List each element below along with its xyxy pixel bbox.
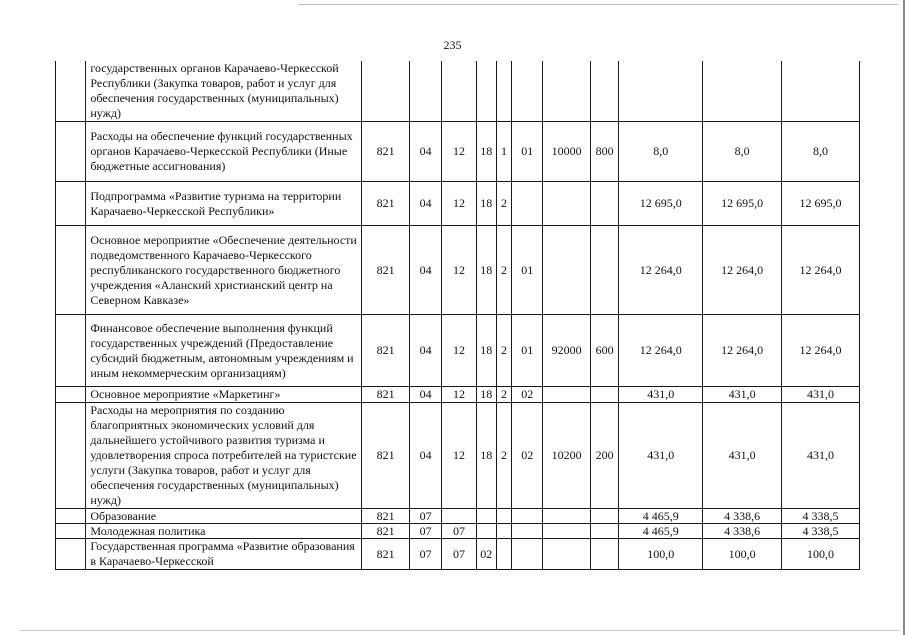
row-number-cell <box>56 509 86 524</box>
amount-cell: 12 695,0 <box>619 182 703 226</box>
code-cell: 2 <box>496 182 511 226</box>
table-row <box>56 403 860 509</box>
code-cell <box>442 61 476 122</box>
amount-cell: 4 465,9 <box>619 509 703 524</box>
code-cell <box>590 182 618 226</box>
code-cell <box>590 387 618 403</box>
code-cell: 04 <box>409 182 441 226</box>
code-cell <box>496 61 511 122</box>
code-cell <box>496 509 511 524</box>
table-row <box>56 539 860 570</box>
code-cell: 04 <box>409 122 441 182</box>
code-cell: 07 <box>442 539 476 570</box>
code-cell <box>543 524 591 539</box>
code-cell: 12 <box>442 315 476 387</box>
code-cell: 18 <box>476 226 496 315</box>
code-cell: 04 <box>409 403 441 509</box>
code-cell <box>543 182 591 226</box>
code-cell: 821 <box>362 524 410 539</box>
amount-cell: 100,0 <box>782 539 860 570</box>
amount-cell: 12 695,0 <box>703 182 782 226</box>
row-name-cell: Государственная программа «Развитие образования в Карачаево-Черкесской <box>86 539 362 570</box>
row-number-cell <box>56 61 86 122</box>
code-cell: 04 <box>409 226 441 315</box>
code-cell: 01 <box>512 315 543 387</box>
code-cell: 821 <box>362 315 410 387</box>
amount-cell <box>703 61 782 122</box>
code-cell: 92000 <box>543 315 591 387</box>
row-name-cell: Расходы на обеспечение функций государственных органов Карачаево-Черкесской Республики (Иные бюджетные ассигнования) <box>86 122 362 182</box>
amount-cell: 431,0 <box>782 403 860 509</box>
code-cell <box>409 61 441 122</box>
code-cell <box>590 61 618 122</box>
code-cell: 821 <box>362 539 410 570</box>
amount-cell: 12 264,0 <box>619 226 703 315</box>
code-cell <box>476 524 496 539</box>
table-row <box>56 509 860 524</box>
code-cell <box>496 539 511 570</box>
code-cell: 12 <box>442 387 476 403</box>
code-cell: 200 <box>590 403 618 509</box>
code-cell <box>543 61 591 122</box>
row-number-cell <box>56 387 86 403</box>
amount-cell: 12 264,0 <box>782 315 860 387</box>
code-cell <box>512 182 543 226</box>
row-name-cell: Подпрограмма «Развитие туризма на территории Карачаево-Черкесской Республики» <box>86 182 362 226</box>
row-number-cell <box>56 403 86 509</box>
scan-edge-top <box>298 4 898 5</box>
code-cell <box>590 226 618 315</box>
amount-cell: 12 264,0 <box>782 226 860 315</box>
amount-cell: 431,0 <box>619 403 703 509</box>
code-cell: 821 <box>362 403 410 509</box>
amount-cell: 100,0 <box>619 539 703 570</box>
row-number-cell <box>56 524 86 539</box>
code-cell: 18 <box>476 403 496 509</box>
row-number-cell <box>56 182 86 226</box>
amount-cell: 4 465,9 <box>619 524 703 539</box>
code-cell: 07 <box>442 524 476 539</box>
code-cell <box>476 61 496 122</box>
amount-cell: 8,0 <box>619 122 703 182</box>
code-cell: 1 <box>496 122 511 182</box>
code-cell: 01 <box>512 226 543 315</box>
amount-cell <box>619 61 703 122</box>
amount-cell: 4 338,6 <box>703 524 782 539</box>
code-cell: 04 <box>409 387 441 403</box>
table-row <box>56 182 860 226</box>
budget-table <box>55 61 860 570</box>
code-cell <box>512 539 543 570</box>
code-cell: 04 <box>409 315 441 387</box>
code-cell <box>512 524 543 539</box>
row-number-cell <box>56 539 86 570</box>
amount-cell: 431,0 <box>619 387 703 403</box>
code-cell: 12 <box>442 122 476 182</box>
code-cell <box>362 61 410 122</box>
amount-cell: 12 695,0 <box>782 182 860 226</box>
row-number-cell <box>56 122 86 182</box>
code-cell: 600 <box>590 315 618 387</box>
code-cell <box>590 524 618 539</box>
code-cell <box>543 226 591 315</box>
code-cell <box>590 509 618 524</box>
page-number: 235 <box>443 38 462 52</box>
code-cell <box>590 539 618 570</box>
code-cell: 07 <box>409 524 441 539</box>
amount-cell: 12 264,0 <box>703 315 782 387</box>
table-row <box>56 122 860 182</box>
code-cell: 2 <box>496 403 511 509</box>
code-cell: 821 <box>362 509 410 524</box>
code-cell: 12 <box>442 403 476 509</box>
table-row <box>56 61 860 122</box>
code-cell: 01 <box>512 122 543 182</box>
row-name-cell: Расходы на мероприятия по созданию благоприятных экономических условий для дальнейшего устойчивого развития туризма и удовлетворения спроса потребителей на туристские услуги (Закупка товаров, работ и услуг для обеспечения государственных (муниципальных) нужд) <box>86 403 362 509</box>
amount-cell: 4 338,5 <box>782 524 860 539</box>
code-cell: 2 <box>496 315 511 387</box>
amount-cell: 12 264,0 <box>619 315 703 387</box>
code-cell <box>543 539 591 570</box>
amount-cell: 431,0 <box>782 387 860 403</box>
amount-cell: 431,0 <box>703 403 782 509</box>
code-cell <box>543 509 591 524</box>
code-cell <box>442 509 476 524</box>
amount-cell: 4 338,6 <box>703 509 782 524</box>
table-row <box>56 387 860 403</box>
code-cell <box>496 524 511 539</box>
code-cell: 07 <box>409 539 441 570</box>
row-name-cell: государственных органов Карачаево-Черкесской Республики (Закупка товаров, работ и услуг для обеспечения государственных (муниципальных) нужд) <box>86 61 362 122</box>
code-cell: 10200 <box>543 403 591 509</box>
code-cell: 821 <box>362 226 410 315</box>
code-cell: 07 <box>409 509 441 524</box>
row-name-cell: Основное мероприятие «Маркетинг» <box>86 387 362 403</box>
code-cell <box>543 387 591 403</box>
amount-cell: 4 338,5 <box>782 509 860 524</box>
row-number-cell <box>56 226 86 315</box>
code-cell: 2 <box>496 226 511 315</box>
code-cell: 02 <box>512 403 543 509</box>
amount-cell: 431,0 <box>703 387 782 403</box>
amount-cell <box>782 61 860 122</box>
code-cell: 821 <box>362 122 410 182</box>
table-row <box>56 315 860 387</box>
scan-edge-bottom <box>20 630 900 631</box>
code-cell: 18 <box>476 387 496 403</box>
table-row <box>56 524 860 539</box>
code-cell: 800 <box>590 122 618 182</box>
code-cell: 12 <box>442 226 476 315</box>
amount-cell: 12 264,0 <box>703 226 782 315</box>
row-name-cell: Молодежная политика <box>86 524 362 539</box>
amount-cell: 8,0 <box>703 122 782 182</box>
code-cell: 18 <box>476 182 496 226</box>
table-row <box>56 226 860 315</box>
code-cell: 02 <box>512 387 543 403</box>
code-cell <box>512 509 543 524</box>
code-cell: 821 <box>362 387 410 403</box>
amount-cell: 100,0 <box>703 539 782 570</box>
code-cell: 12 <box>442 182 476 226</box>
amount-cell: 8,0 <box>782 122 860 182</box>
code-cell: 18 <box>476 315 496 387</box>
code-cell <box>476 509 496 524</box>
code-cell <box>512 61 543 122</box>
row-name-cell: Основное мероприятие «Обеспечение деятельности подведомственного Карачаево-Черкесского республиканского государственного бюджетного учреждения «Аланский христианский центр на Северном Кавказе» <box>86 226 362 315</box>
code-cell: 10000 <box>543 122 591 182</box>
code-cell: 2 <box>496 387 511 403</box>
row-name-cell: Образование <box>86 509 362 524</box>
code-cell: 02 <box>476 539 496 570</box>
code-cell: 18 <box>476 122 496 182</box>
row-number-cell <box>56 315 86 387</box>
code-cell: 821 <box>362 182 410 226</box>
row-name-cell: Финансовое обеспечение выполнения функций государственных учреждений (Предоставление субсидий бюджетным, автономным учреждениям и иным некоммерческим организациям) <box>86 315 362 387</box>
